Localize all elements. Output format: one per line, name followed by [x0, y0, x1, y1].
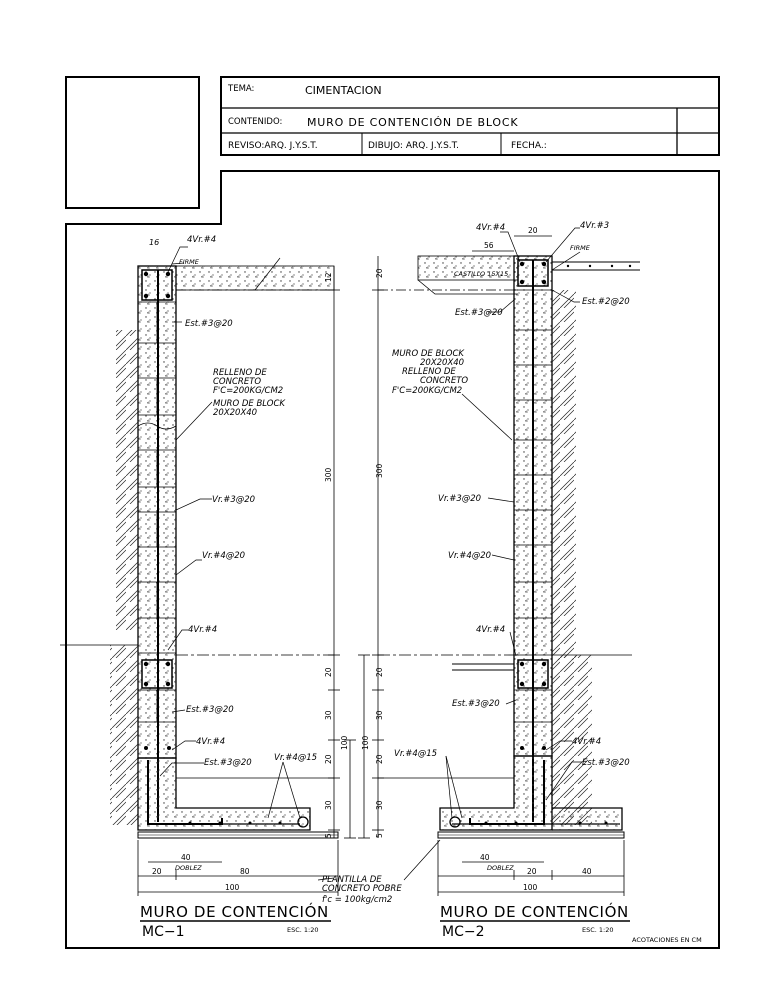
mc1-soil-back — [116, 330, 138, 630]
acotaciones-note: ACOTACIONES EN CM — [632, 936, 702, 944]
mc2-label-est-low: Est.#3@20 — [452, 699, 500, 709]
plantilla-line-3: f'c = 100kg/cm2 — [322, 895, 393, 905]
mc1-label-vr3: Vr.#3@20 — [212, 495, 256, 505]
plantilla-label — [322, 875, 402, 905]
mc2-section — [358, 228, 640, 896]
mc2-dim-300: 300 — [375, 463, 384, 478]
mc1-dim-5: 5 — [324, 833, 333, 838]
mc1-top-width-dim: 16 — [149, 238, 160, 247]
mc2-dim-20a: 20 — [375, 667, 384, 677]
mc1-label-doblez: DOBLEZ — [175, 864, 202, 872]
mc2-title: MURO DE CONTENCIÓN — [440, 903, 629, 921]
mc1-label-est-top: Est.#3@20 — [185, 319, 233, 329]
mc1-label-relleno: RELLENO DE — [213, 368, 267, 378]
mc1-label-est-low: Est.#3@20 — [186, 705, 234, 715]
mc2-label-firme: FIRME — [570, 244, 590, 252]
mc1-label-bar-top: 4Vr.#4 — [187, 235, 217, 245]
mc2-dim-30a: 30 — [375, 710, 384, 720]
mc1-label-bar-mid: 4Vr.#4 — [188, 625, 218, 635]
mc2-dim-5: 5 — [375, 833, 384, 838]
mc2-label-fc: F'C=200KG/CM2 — [392, 386, 463, 396]
mc1-dim-12: 12 — [324, 272, 333, 282]
reviso-label: REVISO:ARQ. J.Y.S.T. — [228, 141, 318, 151]
contenido-label: CONTENIDO: — [228, 117, 283, 127]
mc2-label-vr3: Vr.#3@20 — [438, 494, 482, 504]
mc2-label-vr-foot: Vr.#4@15 — [394, 749, 438, 759]
mc2-footing — [440, 756, 552, 830]
tema-label: TEMA: — [228, 84, 255, 94]
mc2-label-bar-top: 4Vr.#4 — [476, 223, 506, 233]
mc2-label-vr4: Vr.#4@20 — [448, 551, 492, 561]
dibujo-label: DIBUJO: ARQ. J.Y.S.T. — [368, 141, 459, 151]
mc2-label-relleno: RELLENO DE — [402, 367, 456, 377]
mc1-label-est-foot: Est.#3@20 — [204, 758, 252, 768]
mc2-top-width-20: 20 — [528, 226, 538, 235]
mc2-scale: ESC. 1:20 — [582, 926, 614, 934]
mc2-dim-30b: 30 — [375, 800, 384, 810]
mc1-footing — [138, 758, 310, 830]
plantilla-line-2: CONCRETO POBRE — [322, 884, 402, 894]
mc2-subtitle: MC−2 — [442, 924, 485, 940]
mc1-scale: ESC. 1:20 — [287, 926, 319, 934]
mc2-dim-40b: 40 — [582, 867, 592, 876]
mc1-label-vr4: Vr.#4@20 — [202, 551, 246, 561]
mc2-label-bar-mid: 4Vr.#4 — [476, 625, 506, 635]
mc1-dim-20: 20 — [152, 867, 162, 876]
mc1-dims — [152, 272, 349, 892]
plantilla-line-1: PLANTILLA DE — [322, 875, 382, 885]
mc2-labels — [392, 221, 630, 872]
mc1-title: MURO DE CONTENCIÓN — [140, 903, 329, 921]
mc1-label-muro: MURO DE BLOCK — [213, 399, 285, 409]
mc2-label-bar-low: 4Vr.#4 — [572, 737, 602, 747]
contenido-value: MURO DE CONTENCIÓN DE BLOCK — [307, 116, 519, 129]
mc2-dim-100-vert: 100 — [361, 735, 370, 750]
mc1-label-concreto: CONCRETO — [213, 377, 262, 387]
mc2-label-muro: MURO DE BLOCK — [392, 349, 464, 359]
mc1-dim-40: 40 — [181, 853, 191, 862]
mc2-label-est-top-r: Est.#2@20 — [582, 297, 630, 307]
mc1-label-fc: F'C=200KG/CM2 — [213, 386, 284, 396]
mc2-top-width-56: 56 — [484, 241, 494, 250]
mc2-dim-100: 100 — [523, 883, 538, 892]
mc1-subtitle: MC−1 — [142, 924, 185, 940]
mc1-top-slab — [176, 266, 334, 290]
mc2-dim-20top: 20 — [375, 268, 384, 278]
mc1-dim-100: 100 — [225, 883, 240, 892]
mc2-dim-20: 20 — [527, 867, 537, 876]
mc1-label-bar-low: 4Vr.#4 — [196, 737, 226, 747]
mc1-dim-30a: 30 — [324, 710, 333, 720]
mc2-dim-20b: 20 — [375, 754, 384, 764]
mc2-label-castillo: CASTILLO 15X15 — [454, 270, 509, 278]
mc1-section — [60, 247, 356, 896]
mc1-dim-30b: 30 — [324, 800, 333, 810]
mc1-dim-100-vert: 100 — [340, 735, 349, 750]
mc1-dim-20a: 20 — [324, 667, 333, 677]
mc2-dim-40a: 40 — [480, 853, 490, 862]
mc1-label-firme: FIRME — [179, 258, 199, 266]
mc2-label-bar-top-r: 4Vr.#3 — [580, 221, 610, 231]
fecha-label: FECHA.: — [511, 141, 547, 151]
mc1-dim-300: 300 — [324, 467, 333, 482]
mc1-dim-20b: 20 — [324, 754, 333, 764]
mc2-label-est-top: Est.#3@20 — [455, 308, 503, 318]
mc1-dim-80: 80 — [240, 867, 250, 876]
mc2-label-est-foot: Est.#3@20 — [582, 758, 630, 768]
mc2-label-doblez: DOBLEZ — [487, 864, 514, 872]
mc2-label-concreto: CONCRETO — [420, 376, 469, 386]
mc1-label-vr-foot: Vr.#4@15 — [274, 753, 318, 763]
mc1-label-block: 20X20X40 — [213, 408, 258, 418]
mc2-label-block: 20X20X40 — [420, 358, 465, 368]
mc2-soil-back — [552, 290, 576, 660]
tema-value: CIMENTACION — [305, 84, 382, 97]
